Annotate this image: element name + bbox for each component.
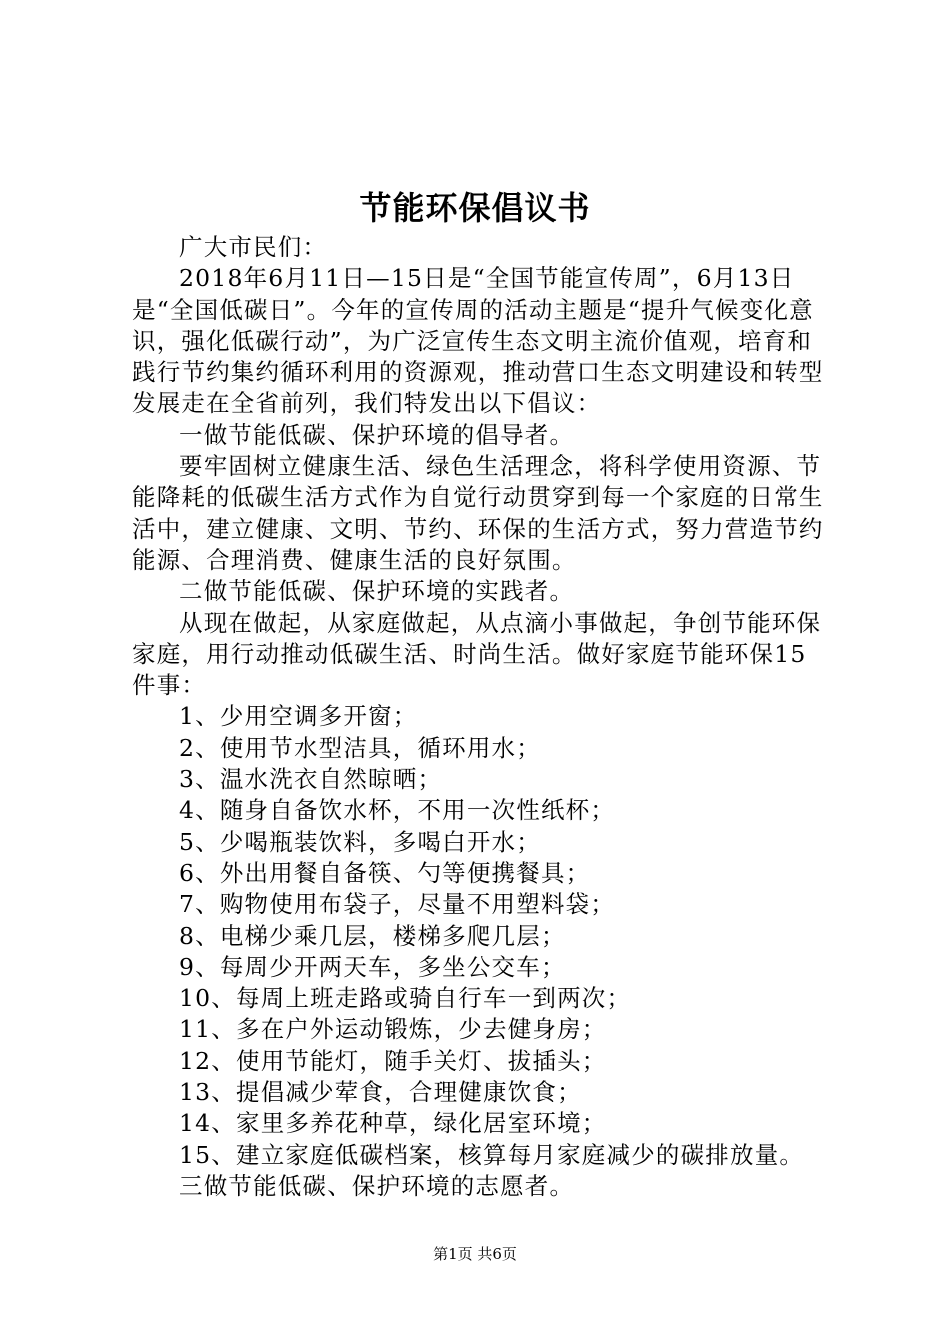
intro-paragraph: 2018年6月11日—15日是“全国节能宣传周”，6月13日是“全国低碳日”。今年的宣传周的活动主题是“提升气候变化意识，强化低碳行动”，为广泛宣传生态文明主流价值观，培育和践行节约集约循环利用的资源观，推动营口生态文明建设和转型发展走在全省前列，我们特发出以下倡议：	[132, 264, 824, 418]
section-1-heading: 一做节能低碳、保护环境的倡导者。	[179, 420, 575, 449]
list-item: 12、使用节能灯，随手关灯、拔插头；	[179, 1046, 607, 1075]
list-item: 6、外出用餐自备筷、勺等便携餐具；	[179, 858, 591, 887]
list-item: 5、少喝瓶装饮料，多喝白开水；	[179, 827, 541, 856]
greeting: 广大市民们：	[179, 233, 328, 261]
section-2-heading: 二做节能低碳、保护环境的实践者。	[179, 577, 575, 606]
page-footer: 第1页 共6页	[433, 1245, 517, 1263]
section-2-paragraph: 从现在做起，从家庭做起，从点滴小事做起，争创节能环保家庭，用行动推动低碳生活、时尚生活。做好家庭节能环保15件事：	[132, 608, 822, 700]
list-item: 4、随身自备饮水杯，不用一次性纸杯；	[179, 796, 616, 825]
list-item: 13、提倡减少荤食，合理健康饮食；	[179, 1078, 582, 1107]
document-body	[132, 232, 830, 1202]
section-1-paragraph: 要牢固树立健康生活、绿色生活理念，将科学使用资源、节能降耗的低碳生活方式作为自觉行动贯穿到每一个家庭的日常生活中，建立健康、文明、节约、环保的生活方式，努力营造节约能源、合理消费、健康生活的良好氛围。	[132, 452, 824, 574]
list-item: 1、少用空调多开窗；	[179, 702, 418, 731]
list-item: 7、购物使用布袋子，尽量不用塑料袋；	[179, 890, 616, 919]
list-item: 3、温水洗衣自然晾晒；	[179, 765, 443, 794]
list-item: 14、家里多养花种草，绿化居室环境；	[179, 1109, 607, 1138]
list-item: 10、每周上班走路或骑自行车一到两次；	[179, 984, 632, 1013]
list-item: 9、每周少开两天车，多坐公交车；	[179, 952, 566, 981]
list-item: 8、电梯少乘几层，楼梯多爬几层；	[179, 921, 566, 950]
document-title: 节能环保倡议书	[359, 189, 591, 227]
section-3-heading: 三做节能低碳、保护环境的志愿者。	[179, 1171, 575, 1200]
list-item: 11、多在户外运动锻炼，少去健身房；	[179, 1015, 607, 1044]
list-item: 15、建立家庭低碳档案，核算每月家庭减少的碳排放量。	[179, 1140, 805, 1169]
list-item: 2、使用节水型洁具，循环用水；	[179, 733, 541, 762]
